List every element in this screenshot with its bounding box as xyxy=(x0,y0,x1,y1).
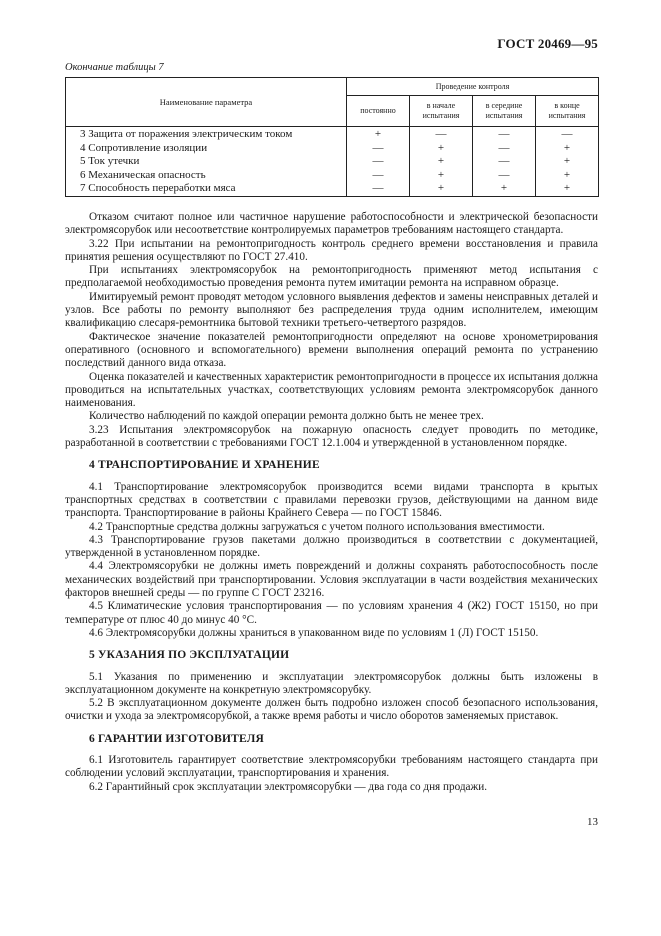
subheader-end: в конце испытания xyxy=(536,96,599,127)
paragraph-4-1: 4.1 Транспортирование электромясорубок производится всеми видами транспорта в крытых транспортных средствах в соответствии с правилами перевозки грузов, действующими на данном виде транспорта. Транспортирование в районы Крайнего Севера — по ГОСТ 15846. xyxy=(65,480,598,520)
paragraph-observations: Количество наблюдений по каждой операции ремонта должно быть не менее трех. xyxy=(89,410,484,423)
mark-cell: + xyxy=(410,182,473,196)
mark-cell: + xyxy=(536,169,599,183)
mark-cell: + xyxy=(536,182,599,196)
mark-cell: — xyxy=(410,127,473,142)
parameter-name: 3 Защита от поражения электрическим током xyxy=(66,127,347,142)
mark-cell: — xyxy=(473,127,536,142)
mark-cell: — xyxy=(347,182,410,196)
page-number: 13 xyxy=(587,816,598,828)
mark-cell: + xyxy=(347,127,410,142)
table-caption: Окончание таблицы 7 xyxy=(65,62,164,73)
body-text xyxy=(65,211,598,794)
parameter-name: 7 Способность переработки мяса xyxy=(66,182,347,196)
paragraph-4-5: 4.5 Климатические условия транспортирования — по условиям хранения 4 (Ж2) ГОСТ 15150, но при температуре от плюс 40 до минус 40 °С. xyxy=(65,600,598,626)
paragraph-5-2: 5.2 В эксплуатационном документе должен быть подробно изложен способ безопасного использования, очистки и ухода за электромясорубкой, а также время работы и число оборотов заменяемых приставок. xyxy=(65,697,598,723)
table-row xyxy=(66,127,599,142)
parameter-name: 4 Сопротивление изоляции xyxy=(66,142,347,156)
subheader-constant: постоянно xyxy=(347,96,410,127)
table-row xyxy=(66,182,599,196)
mark-cell: + xyxy=(410,169,473,183)
mark-cell: — xyxy=(347,169,410,183)
standard-header: ГОСТ 20469—95 xyxy=(497,36,598,51)
paragraph-4-6: 4.6 Электромясорубки должны храниться в упакованном виде по условиям 1 (Л) ГОСТ 15150. xyxy=(89,626,539,639)
parameter-name: 6 Механическая опасность xyxy=(66,169,347,183)
col-header-parameter: Наименование параметра xyxy=(66,78,347,127)
paragraph-evaluation: Оценка показателей и качественных характеристик ремонтопригодности в процессе их испытания должна проводиться на испытательных участках, соответствующих условиям ремонта электромясорубок данного наименования. xyxy=(65,370,598,410)
paragraph-5-1: 5.1 Указания по применению и эксплуатации электромясорубок должны быть изложены в эксплуатационном документе на конкретную электромясорубку. xyxy=(65,670,598,696)
mark-cell: — xyxy=(473,155,536,169)
paragraph-repair-method: При испытаниях электромясорубок на ремонтопригодность применяют метод испытания с предполагаемой необходимостью проведения ремонта путем имитации ремонта на исправном образце. xyxy=(65,264,598,290)
paragraph-failure-definition: Отказом считают полное или частичное нарушение работоспособности и электрической безопасности электромясорубок или несоответствие контролируемых параметров требованиям настоящего стандарта. xyxy=(65,211,598,237)
mark-cell: + xyxy=(473,182,536,196)
section-heading-6: 6 ГАРАНТИИ ИЗГОТОВИТЕЛЯ xyxy=(89,732,264,745)
table-row xyxy=(66,142,599,156)
mark-cell: — xyxy=(473,169,536,183)
paragraph-6-2: 6.2 Гарантийный срок эксплуатации электромясорубки — два года со дня продажи. xyxy=(89,780,488,793)
section-heading-4: 4 ТРАНСПОРТИРОВАНИЕ И ХРАНЕНИЕ xyxy=(89,459,320,472)
paragraph-timing: Фактическое значение показателей ремонтопригодности определяют на основе хронометрирования оперативного (основного и вспомогательного) времени выполнения операций ремонта по устранению последствий данного вида отказа. xyxy=(65,330,598,370)
table-row xyxy=(66,169,599,183)
control-table xyxy=(65,77,599,197)
paragraph-4-3: 4.3 Транспортирование грузов пакетами должно производиться в соответствии с документацией, утвержденной в установленном порядке. xyxy=(65,533,598,560)
mark-cell: + xyxy=(410,155,473,169)
subheader-start: в начале испытания xyxy=(410,96,473,127)
mark-cell: + xyxy=(410,142,473,156)
col-header-control: Проведение контроля xyxy=(347,78,599,96)
mark-cell: — xyxy=(347,142,410,156)
mark-cell: + xyxy=(536,155,599,169)
paragraph-4-2: 4.2 Транспортные средства должны загружаться с учетом полного использования вместимости. xyxy=(89,520,545,533)
mark-cell: — xyxy=(536,127,599,142)
section-heading-5: 5 УКАЗАНИЯ ПО ЭКСПЛУАТАЦИИ xyxy=(89,649,290,662)
mark-cell: — xyxy=(473,142,536,156)
parameter-name: 5 Ток утечки xyxy=(66,155,347,169)
subheader-middle: в середине испытания xyxy=(473,96,536,127)
mark-cell: + xyxy=(536,142,599,156)
paragraph-6-1: 6.1 Изготовитель гарантирует соответствие электромясорубки требованиям настоящего стандарта при соблюдении условий эксплуатации, транспортирования и хранения. xyxy=(65,753,598,780)
mark-cell: — xyxy=(347,155,410,169)
table-row xyxy=(66,155,599,169)
paragraph-3-22: 3.22 При испытании на ремонтопригодность контроль среднего времени восстановления и правила принятия решения осуществляют по ГОСТ 27.410. xyxy=(65,237,598,263)
paragraph-3-23: 3.23 Испытания электромясорубок на пожарную опасность следует проводить по методике, разработанной в соответствии с требованиями ГОСТ 12.1.004 и утвержденной в установленном порядке. xyxy=(65,423,598,450)
paragraph-4-4: 4.4 Электромясорубки не должны иметь повреждений и должны сохранять работоспособность после механических воздействий при транспортировании. Условия эксплуатации в части воздействия механических факторов внешней среды — по группе С ГОСТ 23216. xyxy=(65,560,598,600)
paragraph-simulated-repair: Имитируемый ремонт проводят методом условного выявления дефектов и замены неисправных деталей и узлов. Все работы по ремонту выполняют без распределения труда одним исполнителем, имеющим квалификацию слесаря-ремонтника бытовой техники третьего-четвертого разрядов. xyxy=(65,290,598,330)
